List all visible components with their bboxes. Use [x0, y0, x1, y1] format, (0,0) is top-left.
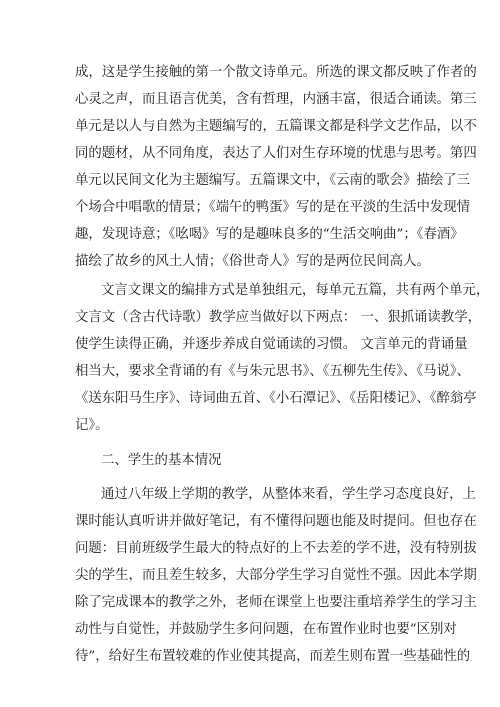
- text-line: 问题：目前班级学生最大的特点好的上不去差的学不进，没有特别拔: [75, 541, 477, 556]
- text-line: 使学生读得正确，并逐步养成自觉诵读的习惯。 文言单元的背诵量: [75, 337, 468, 352]
- text-line: 成，这是学生接触的第一个散文诗单元。所选的课文都反映了作者的: [75, 65, 477, 80]
- text-line: 心灵之声，而且语言优美，含有哲理，内涵丰富，很适合诵读。第三: [75, 92, 477, 107]
- paragraph-first-line: 文言文课文的编排方式是单独组元，每单元五篇，共有两个单元，: [101, 283, 490, 298]
- text-line: 《送东阳马生序》、诗词曲五首、《小石潭记》、《岳阳楼记》、《醉翁亭: [75, 391, 477, 406]
- text-line: 描绘了故乡的风土人情；《俗世奇人》写的是两位民间高人。: [75, 254, 430, 269]
- text-line: 单元以民间文化为主题编写。五篇课文中，《云南的歌会》描绘了三: [75, 173, 471, 188]
- text-line: 相当大，要求全背诵的有《与朱元思书》、《五柳先生传》、《马说》、: [75, 364, 470, 379]
- text-line: 趣，发现诗意；《吆喝》写的是趣味良多的“生活交响曲”；《春酒》: [75, 227, 464, 242]
- paragraph-first-line: 通过八年级上学期的教学，从整体来看，学生学习态度良好，上: [101, 487, 476, 502]
- text-line: 除了完成课本的教学之外，老师在课堂上也要注重培养学生的学习主: [75, 595, 477, 610]
- section-heading: 二、学生的基本情况: [101, 453, 222, 468]
- text-line: 记》。: [75, 418, 109, 433]
- text-line: 同的题材，从不同角度，表达了人们对生存环境的忧患与思考。第四: [75, 146, 477, 161]
- text-line: 单元是以人与自然为主题编写的，五篇课文都是科学文艺作品，以不: [75, 119, 477, 134]
- text-line: 动性与自觉性，并鼓励学生多问问题，在布置作业时也要“区别对: [75, 622, 457, 637]
- text-line: 文言文（含古代诗歌）教学应当做好以下两点： 一、狠抓诵读教学，: [75, 310, 481, 325]
- text-line: 尖的学生，而且差生较多，大部分学生学习自觉性不强。因此本学期: [75, 568, 477, 583]
- text-line: 个场合中唱歌的情景；《端午的鸭蛋》写的是在平淡的生活中发现情: [75, 200, 471, 215]
- text-line: 待”，给好生布置较难的作业使其提高，而差生则布置一些基础性的: [75, 649, 471, 664]
- text-line: 课时能认真听讲并做好笔记，有不懂得问题也能及时提问。但也存在: [75, 514, 477, 529]
